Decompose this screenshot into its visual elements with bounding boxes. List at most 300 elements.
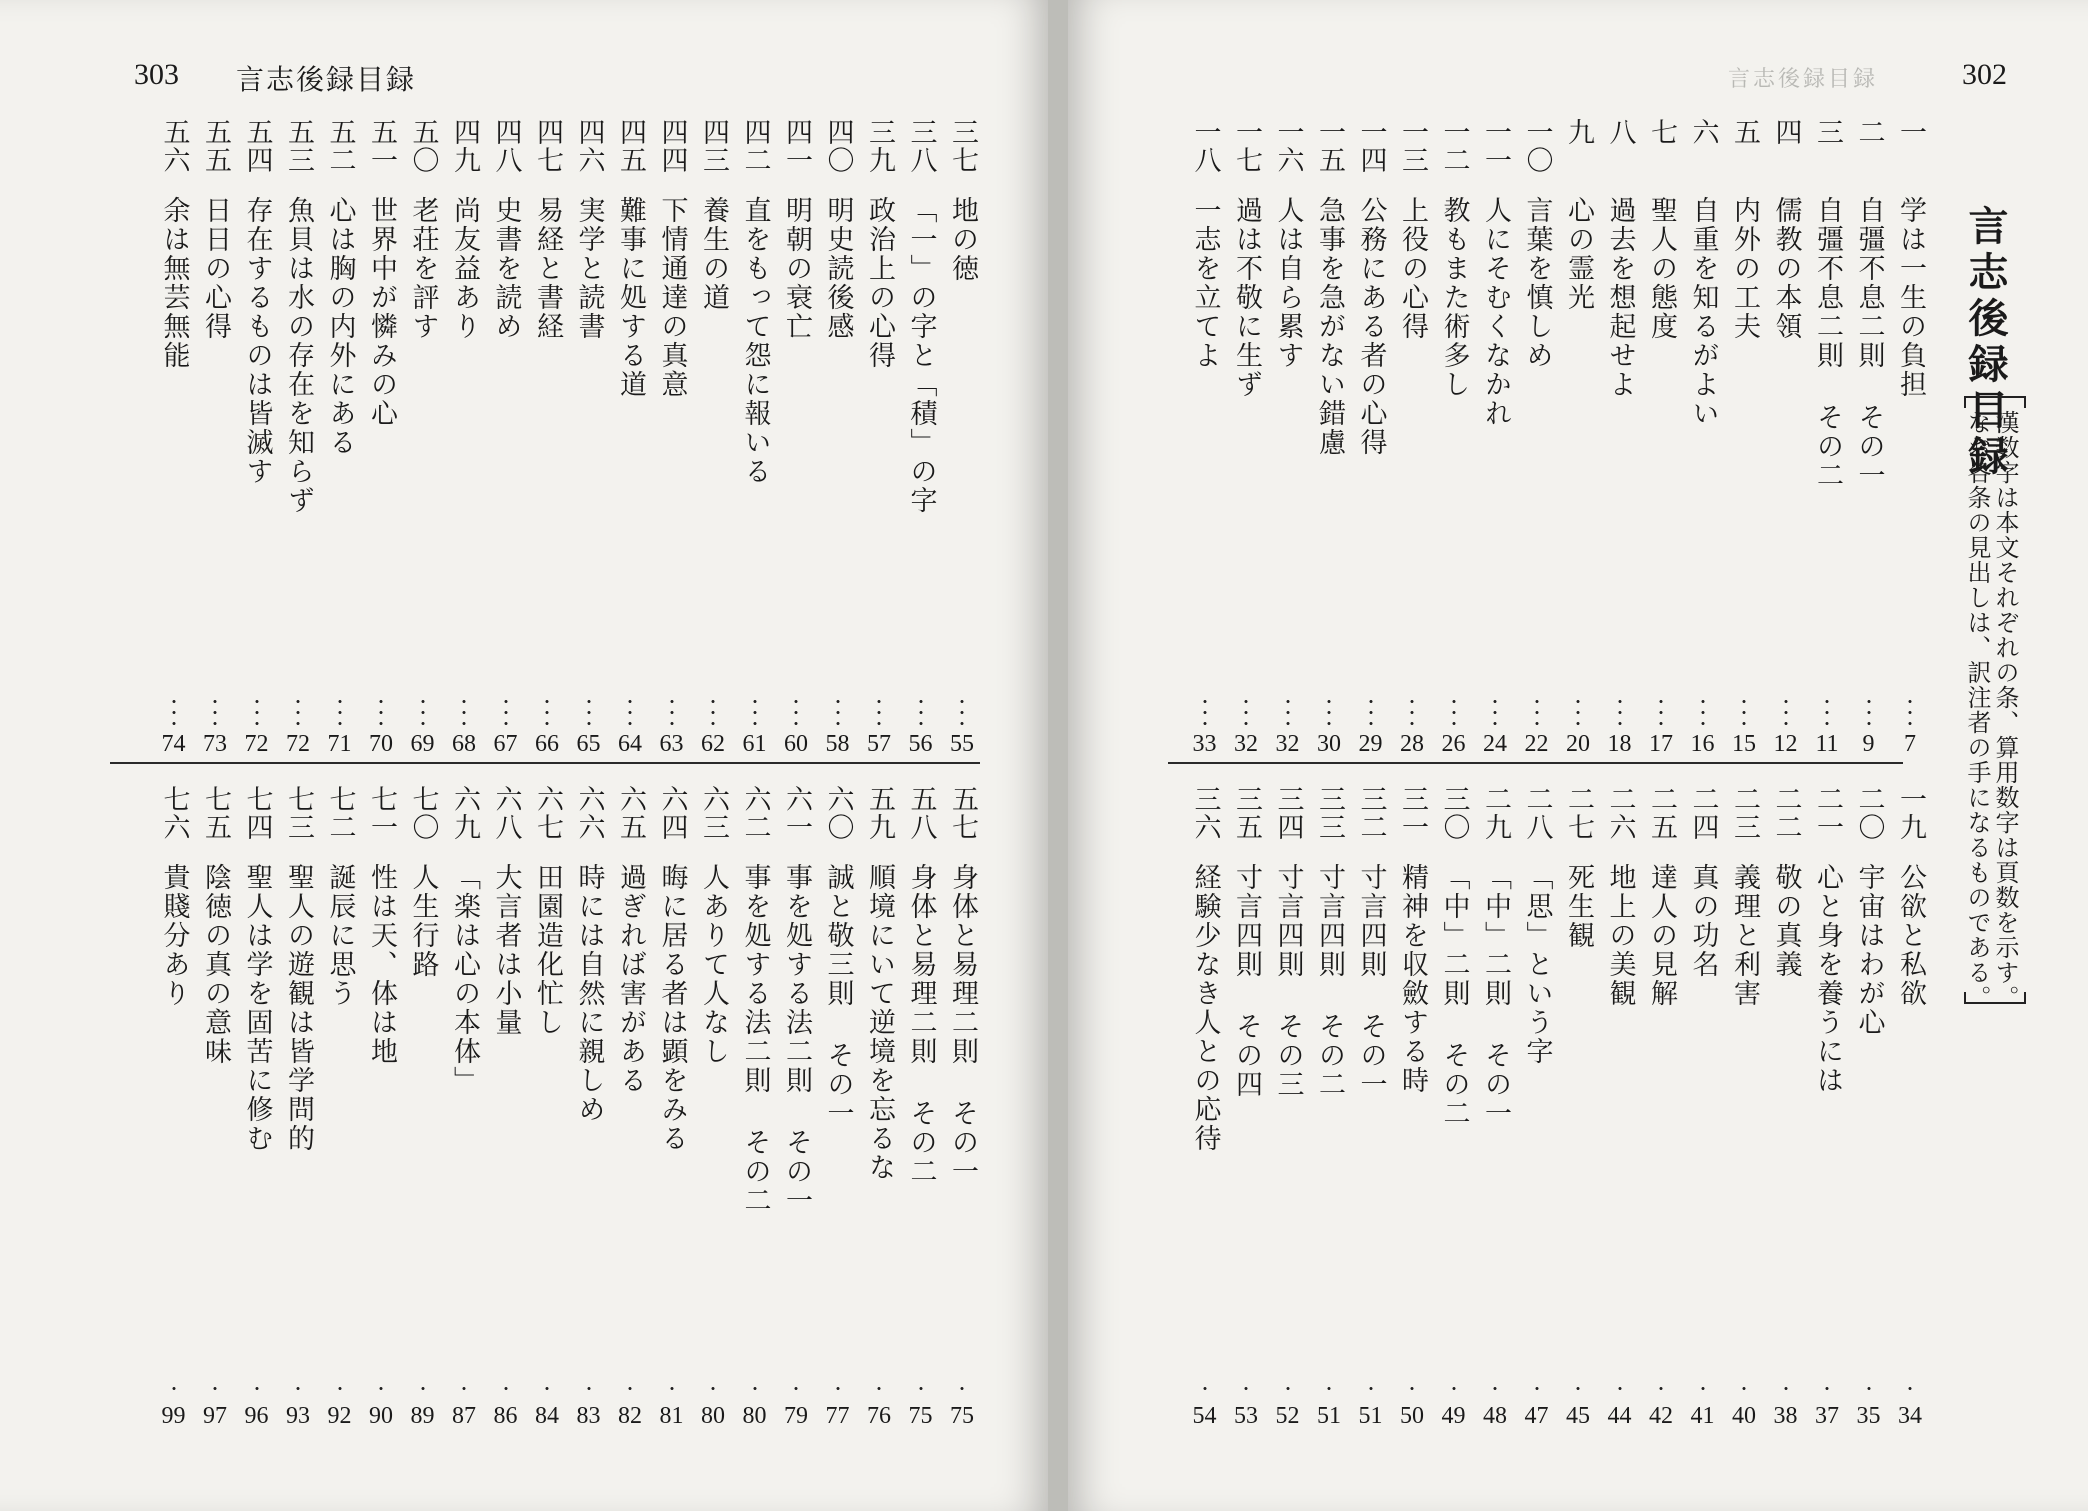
entry-title: 自彊不息二則 その一 [1853,196,1885,490]
toc-entry [1769,785,1803,1430]
entry-title: 尚友益あり [449,196,480,341]
toc-entry [364,785,398,1430]
entry-title: 世界中が憐みの心 [366,196,397,428]
toc-entry [1271,118,1305,758]
leader-dots [1825,696,1829,726]
entry-title: 経験少なき人との応待 [1189,863,1221,1153]
leader-dots [1244,696,1248,726]
toc-entry [1727,118,1761,758]
entry-page-number: 52 [1275,1403,1300,1429]
entry-page-number: 42 [1649,1403,1673,1429]
entry-page-number: 16 [1690,731,1715,757]
toc-entry [530,785,564,1430]
entry-number: 五二 [324,118,356,174]
entry-page-number: 81 [659,1403,684,1429]
toc-entry [613,785,647,1430]
leader-dots [1576,696,1580,726]
entry-page-number: 15 [1732,731,1756,757]
entry-page-number: 9 [1862,731,1875,757]
entry-page-number: 69 [410,731,435,757]
right-page-number: 302 [1962,58,2007,91]
toc-entry [281,118,315,758]
entry-title: 聖人の遊観は皆学問的 [283,863,314,1153]
toc-entry [738,785,772,1430]
entry-page-number: 18 [1607,731,1632,757]
toc-entry [821,785,855,1430]
entry-page-number: 55 [950,731,974,757]
leader-dots [919,696,923,726]
entry-title: 心の霊光 [1563,196,1594,312]
entry-number: 三九 [864,118,895,174]
toc-entry [1478,785,1512,1430]
toc-entry [1644,118,1678,758]
entry-number: 三四 [1272,785,1304,841]
leader-dots [379,696,383,726]
entry-title: 余は無芸無能 [158,196,190,370]
entry-title: 大言者は小量 [490,863,522,1037]
entry-number: 四六 [573,118,605,174]
entry-page-number: 22 [1524,731,1549,757]
entry-title: 性は天、体は地 [366,863,397,1066]
toc-note-line-1: 漢数字は本文それぞれの条、算用数字は頁数を示す。 [1991,410,2019,1010]
leader-dots [296,696,300,726]
entry-page-number: 62 [701,731,725,757]
entry-title: 人は自ら累す [1272,196,1304,370]
toc-entry [1395,118,1429,758]
leader-dots [877,696,881,726]
entry-title: 内外の工夫 [1729,196,1760,341]
entry-number: 一〇 [1521,118,1553,174]
toc-entry [1395,785,1429,1430]
entry-page-number: 54 [1192,1403,1217,1429]
entry-page-number: 76 [867,1403,891,1429]
left-section-divider [110,762,980,764]
leader-dots [172,1383,176,1398]
entry-number: 四五 [615,118,646,174]
entry-number: 一六 [1272,118,1304,174]
toc-entry [1354,785,1388,1430]
toc-entry [572,785,606,1430]
entry-title: 存在するものは皆滅す [241,196,273,486]
leader-dots [1576,1383,1580,1398]
entry-title: 直をもって怨に報いる [739,196,771,486]
toc-note-line-2: なお各条の見出しは、訳注者の手になるものである。 [1963,410,1991,1010]
entry-page-number: 30 [1317,731,1341,757]
entry-number: 三五 [1231,785,1262,841]
entry-title: 時には自然に親しめ [573,863,605,1124]
entry-page-number: 53 [1234,1403,1258,1429]
entry-page-number: 96 [244,1403,269,1429]
left-page-number: 303 [134,58,179,91]
toc-entry [572,118,606,758]
leader-dots [213,696,217,726]
entry-title: 心と身を養うには [1812,863,1843,1095]
entry-title: 「中」二則 その二 [1438,863,1470,1128]
entry-number: 四〇 [822,118,854,174]
entry-title: 順境にいて逆境を忘るな [864,863,895,1182]
toc-entry [1188,118,1222,758]
entry-number: 五八 [905,785,937,841]
toc-entry [904,785,938,1430]
entry-number: 二六 [1604,785,1636,841]
leader-dots [1286,1383,1290,1398]
toc-entry [489,785,523,1430]
toc-entry [1229,785,1263,1430]
entry-page-number: 80 [701,1403,725,1429]
leader-dots [1493,1383,1497,1398]
entry-title: 心は胸の内外にある [324,196,356,457]
toc-entry [738,118,772,758]
toc-entry [1769,118,1803,758]
entry-title: 過ぎれば害がある [615,863,646,1095]
entry-title: 身体と易理二則 その一 [947,863,978,1186]
entry-number: 三 [1812,118,1843,146]
leader-dots [794,696,798,726]
entry-title: 精神を収斂する時 [1397,863,1428,1095]
entry-title: 上役の心得 [1397,196,1428,341]
entry-page-number: 56 [908,731,933,757]
leader-dots [1369,1383,1373,1398]
entry-title: 一志を立てよ [1189,196,1221,370]
toc-entry [862,785,896,1430]
entry-page-number: 58 [825,731,850,757]
entry-title: 実学と読書 [573,196,605,341]
toc-entry [862,118,896,758]
toc-entry [613,118,647,758]
entry-title: 自重を知るがよい [1687,196,1719,428]
entry-title: 養生の道 [698,196,729,312]
entry-number: 二四 [1687,785,1719,841]
toc-entry [157,118,191,758]
entry-number: 八 [1604,118,1636,146]
toc-entry [1561,785,1595,1430]
entry-title: 「一」の字と「積」の字 [905,196,937,515]
entry-title: 言葉を慎しめ [1521,196,1553,370]
toc-entry [281,785,315,1430]
entry-number: 六七 [532,785,563,841]
entry-number: 三一 [1397,785,1428,841]
entry-number: 四七 [532,118,563,174]
entry-number: 六五 [615,785,646,841]
entry-title: 達人の見解 [1646,863,1677,1008]
toc-entry [904,118,938,758]
entry-title: 宇宙はわが心 [1853,863,1885,1037]
entry-page-number: 7 [1904,731,1916,757]
entry-title: 明史読後感 [822,196,854,341]
leader-dots [1618,696,1622,726]
entry-title: 教もまた術多し [1438,196,1470,399]
leader-dots [753,696,757,726]
leader-dots [753,1383,757,1398]
toc-entry [1893,118,1927,758]
entry-number: 二〇 [1853,785,1885,841]
entry-title: 難事に処する道 [615,196,646,399]
entry-number: 三〇 [1438,785,1470,841]
entry-page-number: 92 [327,1403,352,1429]
entry-number: 二九 [1480,785,1511,841]
entry-page-number: 32 [1234,731,1258,757]
leader-dots [919,1383,923,1398]
entry-number: 三六 [1189,785,1221,841]
entry-title: 死生観 [1563,863,1594,950]
toc-entry [198,785,232,1430]
entry-page-number: 74 [161,731,186,757]
leader-dots [1701,696,1705,726]
entry-number: 四一 [781,118,812,174]
leader-dots [1659,696,1663,726]
entry-title: 晦に居る者は顕をみる [656,863,688,1153]
entry-title: 政治上の心得 [864,196,895,370]
entry-title: 誕辰に思う [324,863,356,1008]
entry-number: 二七 [1563,785,1594,841]
leader-dots [1203,1383,1207,1398]
entry-number: 五三 [283,118,314,174]
entry-title: 真の功名 [1687,863,1719,979]
entry-number: 二五 [1646,785,1677,841]
leader-dots [1286,696,1290,726]
entry-page-number: 83 [576,1403,601,1429]
toc-entry [655,785,689,1430]
toc-entry [447,118,481,758]
entry-number: 三七 [947,118,978,174]
toc-entry [489,118,523,758]
toc-entry [1852,118,1886,758]
entry-title: 寸言四則 その一 [1355,863,1387,1099]
entry-number: 一二 [1438,118,1470,174]
entry-title: 聖人の態度 [1646,196,1677,341]
entry-page-number: 67 [493,731,518,757]
entry-page-number: 84 [535,1403,559,1429]
toc-entry [198,118,232,758]
entry-page-number: 86 [493,1403,518,1429]
leader-dots [255,696,259,726]
entry-title: 易経と書経 [532,196,563,341]
entry-page-number: 48 [1483,1403,1507,1429]
leader-dots [1535,1383,1539,1398]
entry-title: 地上の美観 [1604,863,1636,1008]
entry-number: 五九 [864,785,895,841]
toc-entry [1271,785,1305,1430]
entry-number: 六一 [781,785,812,841]
entry-page-number: 24 [1483,731,1507,757]
toc-entry [1188,785,1222,1430]
right-section-divider [1168,762,1903,764]
entry-page-number: 65 [576,731,601,757]
leader-dots [172,696,176,726]
entry-title: 「思」という字 [1521,863,1553,1066]
entry-title: 魚貝は水の存在を知らず [283,196,314,515]
leader-dots [1742,1383,1746,1398]
leader-dots [504,1383,508,1398]
entry-page-number: 64 [618,731,642,757]
entry-number: 五〇 [407,118,439,174]
entry-page-number: 41 [1690,1403,1715,1429]
entry-number: 六九 [449,785,480,841]
leader-dots [1493,696,1497,726]
entry-number: 一五 [1314,118,1345,174]
entry-number: 四 [1770,118,1802,146]
entry-title: 田園造化忙し [532,863,563,1037]
leader-dots [1410,696,1414,726]
leader-dots [1659,1383,1663,1398]
leader-dots [1867,1383,1871,1398]
toc-entry [1354,118,1388,758]
leader-dots [1742,696,1746,726]
leader-dots [670,1383,674,1398]
entry-page-number: 35 [1856,1403,1881,1429]
toc-entry [364,118,398,758]
entry-page-number: 93 [286,1403,310,1429]
entry-number: 七二 [324,785,356,841]
entry-title: 明朝の衰亡 [781,196,812,341]
entry-title: 陰徳の真の意味 [200,863,231,1066]
entry-number: 二八 [1521,785,1553,841]
toc-entry [1437,785,1471,1430]
toc-entry [157,785,191,1430]
toc-entry [1852,785,1886,1430]
entry-number: 五四 [241,118,273,174]
entry-page-number: 89 [410,1403,435,1429]
entry-page-number: 75 [908,1403,933,1429]
toc-entry [1686,118,1720,758]
toc-entry [696,785,730,1430]
leader-dots [794,1383,798,1398]
leader-dots [421,696,425,726]
entry-page-number: 50 [1400,1403,1424,1429]
leader-dots [1825,1383,1829,1398]
entry-number: 一七 [1231,118,1262,174]
entry-title: 過は不敬に生ず [1231,196,1262,399]
entry-page-number: 70 [369,731,393,757]
leader-dots [1452,1383,1456,1398]
entry-number: 七一 [366,785,397,841]
entry-title: 地の徳 [947,196,978,283]
toc-entry [945,785,979,1430]
entry-page-number: 99 [161,1403,186,1429]
entry-title: 急事を急がない錯慮 [1314,196,1345,457]
entry-number: 六八 [490,785,522,841]
entry-number: 七〇 [407,785,439,841]
leader-dots [462,696,466,726]
entry-page-number: 29 [1358,731,1383,757]
note-bracket-top [1964,396,2026,408]
entry-title: 敬の真義 [1770,863,1802,979]
leader-dots [213,1383,217,1398]
entry-number: 三二 [1355,785,1387,841]
toc-entry [530,118,564,758]
toc-entry [406,785,440,1430]
entry-page-number: 63 [659,731,684,757]
entry-number: 三三 [1314,785,1345,841]
entry-page-number: 17 [1649,731,1673,757]
entry-page-number: 34 [1898,1403,1922,1429]
leader-dots [628,696,632,726]
entry-page-number: 72 [244,731,269,757]
leader-dots [1867,696,1871,726]
left-running-title: 言志後録目録 [236,63,417,96]
toc-entry [1520,785,1554,1430]
entry-number: 一三 [1397,118,1428,174]
entry-number: 六 [1687,118,1719,146]
entry-number: 一一 [1480,118,1511,174]
entry-page-number: 71 [327,731,352,757]
leader-dots [1908,1383,1912,1398]
entry-title: 公務にある者の心得 [1355,196,1387,457]
entry-number: 二 [1853,118,1885,146]
entry-title: 身体と易理二則 その二 [905,863,937,1186]
leader-dots [379,1383,383,1398]
entry-number: 九 [1563,118,1594,146]
right-faint-header: 言志後録目録 [1728,67,1879,92]
entry-page-number: 60 [784,731,808,757]
entry-page-number: 72 [286,731,310,757]
entry-page-number: 82 [618,1403,642,1429]
leader-dots [1244,1383,1248,1398]
entry-number: 五七 [947,785,978,841]
entry-title: 人にそむくなかれ [1480,196,1511,428]
entry-page-number: 47 [1524,1403,1549,1429]
toc-entry [1644,785,1678,1430]
toc-entry [1229,118,1263,758]
entry-page-number: 79 [784,1403,808,1429]
entry-page-number: 97 [203,1403,227,1429]
toc-entry [1810,118,1844,758]
leader-dots [421,1383,425,1398]
toc-entry [821,118,855,758]
toc-entry [779,118,813,758]
toc-entry [240,785,274,1430]
leader-dots [338,1383,342,1398]
leader-dots [628,1383,632,1398]
entry-page-number: 37 [1815,1403,1839,1429]
entry-title: 寸言四則 その二 [1314,863,1345,1099]
leader-dots [1327,1383,1331,1398]
leader-dots [1784,1383,1788,1398]
entry-number: 四八 [490,118,522,174]
toc-entry [1437,118,1471,758]
entry-title: 事を処する法二則 その一 [781,863,812,1215]
entry-page-number: 75 [950,1403,974,1429]
entry-number: 五 [1729,118,1760,146]
toc-entry [323,785,357,1430]
entry-page-number: 51 [1358,1403,1383,1429]
entry-number: 四九 [449,118,480,174]
entry-title: 寸言四則 その三 [1272,863,1304,1099]
leader-dots [711,1383,715,1398]
note-bracket-bottom [1964,992,2026,1004]
entry-number: 七四 [241,785,273,841]
toc-entry [240,118,274,758]
toc-entry [1561,118,1595,758]
entry-title: 誠と敬三則 その一 [822,863,854,1128]
entry-page-number: 87 [452,1403,476,1429]
entry-number: 五六 [158,118,190,174]
entry-title: 事を処する法二則 その二 [739,863,771,1215]
entry-page-number: 28 [1400,731,1424,757]
entry-number: 六六 [573,785,605,841]
leader-dots [1535,696,1539,726]
entry-title: 学は一生の負担 [1895,196,1926,399]
entry-number: 六〇 [822,785,854,841]
entry-page-number: 51 [1317,1403,1341,1429]
entry-title: 聖人は学を固苦に修む [241,863,273,1153]
leader-dots [960,696,964,726]
entry-number: 二一 [1812,785,1843,841]
entry-number: 四四 [656,118,688,174]
leader-dots [1327,696,1331,726]
entry-number: 六四 [656,785,688,841]
leader-dots [960,1383,964,1398]
